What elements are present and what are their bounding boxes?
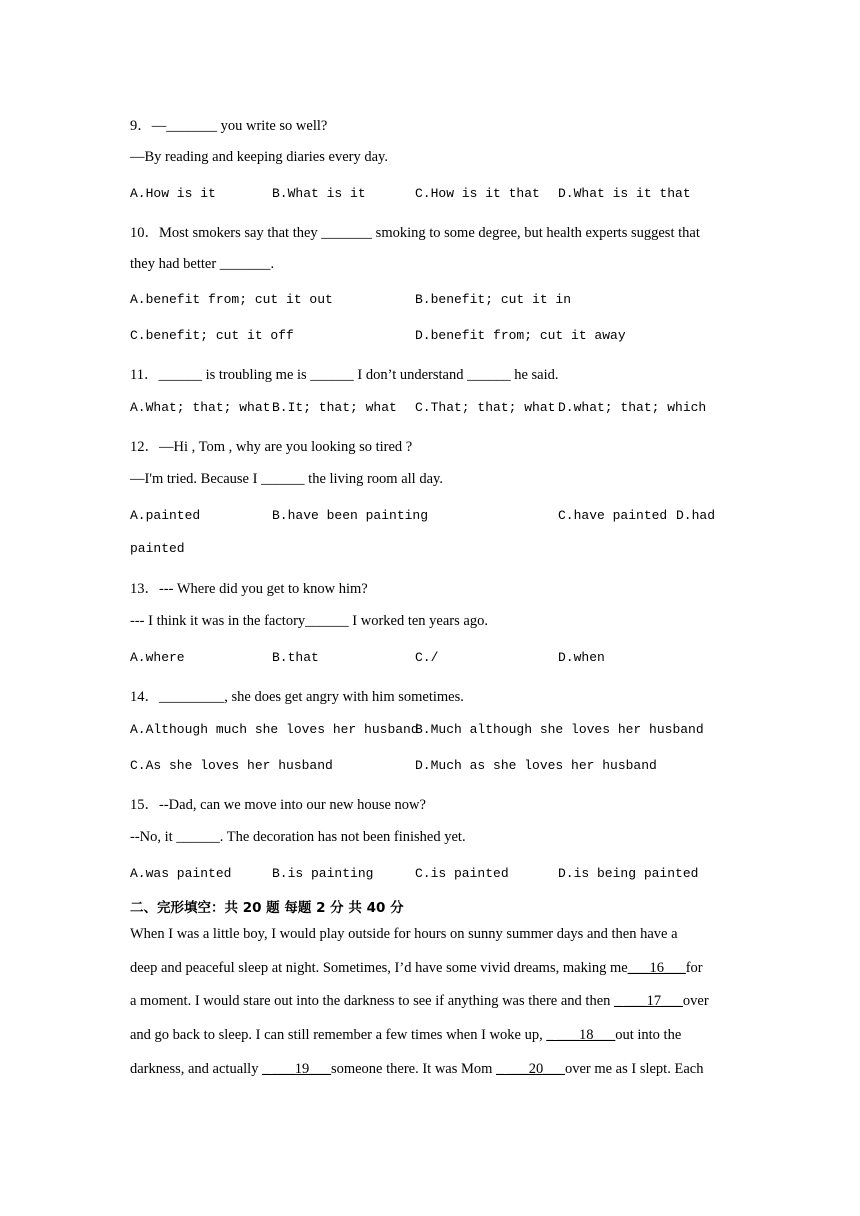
option-d: D.is being painted	[558, 866, 699, 881]
option-d: D.had	[676, 508, 716, 523]
blank-19: _ ___19___	[262, 1061, 331, 1077]
question-13-reply: --- I think it was in the factory______ I worked ten years ago.	[130, 613, 488, 629]
passage-text: for	[685, 960, 703, 976]
passage-line	[130, 1061, 703, 1078]
option-d: D.Much as she loves her husband	[415, 758, 657, 773]
question-9-stem: 9．—_______ you write so well?	[130, 118, 328, 134]
option-d: D.benefit from; cut it away	[415, 328, 626, 343]
question-15-stem: 15．--Dad, can we move into our new house now?	[130, 797, 426, 813]
option-b: B.that	[272, 650, 319, 665]
question-12-reply: —I'm tried. Because I ______ the living room all day.	[130, 471, 443, 487]
option-c: C./	[415, 650, 439, 665]
question-10-stem-line1: 10．Most smokers say that they _______ smoking to some degree, but health experts suggest that	[130, 225, 700, 241]
question-10-stem-line2: they had better _______.	[130, 256, 275, 272]
section-2-heading: 二、完形填空：共 20 题 每题 2 分 共 40 分	[130, 900, 404, 916]
passage-text: deep and peaceful sleep at night. Sometimes, I’d have some vivid dreams, making me	[130, 960, 628, 976]
option-b: B.Much although she loves her husband	[415, 722, 704, 737]
option-b: B.What is it	[272, 186, 366, 201]
passage-text: over me as I slept. Each	[564, 1061, 704, 1077]
option-a: A.benefit from; cut it out	[130, 292, 333, 307]
passage-text: darkness, and actually	[130, 1061, 263, 1077]
option-b: B.is painting	[272, 866, 374, 881]
blank-16: ___16___	[627, 960, 686, 976]
option-b: B.have been painting	[272, 508, 429, 523]
passage-text: out into the	[615, 1027, 682, 1043]
option-b: B.It; that; what	[272, 400, 397, 415]
passage-line: When I was a little boy, I would play outside for hours on sunny summer days and then have a	[130, 926, 678, 942]
option-d: D.what; that; which	[558, 400, 707, 415]
option-d: D.What is it that	[558, 186, 691, 201]
question-11-stem: 11．______ is troubling me is ______ I don’t understand ______ he said.	[130, 367, 559, 383]
passage-line	[130, 960, 703, 977]
option-c: C.How is it that	[415, 186, 540, 201]
option-c: C.have painted	[558, 508, 668, 523]
question-15-reply: --No, it ______. The decoration has not been finished yet.	[130, 829, 466, 845]
option-a: A.painted	[130, 508, 201, 523]
question-9-reply: —By reading and keeping diaries every day.	[130, 149, 388, 165]
passage-line	[130, 1027, 681, 1044]
passage-text: over	[682, 993, 709, 1009]
option-c: C.benefit; cut it off	[130, 328, 294, 343]
question-12-stem: 12．—Hi , Tom , why are you looking so tired ?	[130, 439, 413, 455]
passage-line	[130, 993, 709, 1010]
question-13-stem: 13．--- Where did you get to know him?	[130, 581, 368, 597]
option-a: A.What; that; what	[130, 400, 271, 415]
option-a: A.where	[130, 650, 185, 665]
question-14-stem: 14．_________, she does get angry with him sometimes.	[130, 689, 464, 705]
option-d-wrap: painted	[130, 541, 185, 556]
option-a: A.was painted	[130, 866, 232, 881]
option-c: C.That; that; what	[415, 400, 556, 415]
option-a: A.How is it	[130, 186, 216, 201]
passage-text: and go back to sleep. I can still remember a few times when I woke up,	[130, 1027, 547, 1043]
blank-18: _ ___18___	[546, 1027, 616, 1043]
passage-text: someone there. It was Mom	[330, 1061, 497, 1077]
option-b: B.benefit; cut it in	[415, 292, 572, 307]
option-c: C.As she loves her husband	[130, 758, 333, 773]
option-c: C.is painted	[415, 866, 509, 881]
blank-20: _ ___20___	[496, 1061, 565, 1077]
option-d: D.when	[558, 650, 605, 665]
passage-text: a moment. I would stare out into the darkness to see if anything was there and then	[130, 993, 615, 1009]
option-a: A.Although much she loves her husband	[130, 722, 419, 737]
blank-17: _ ___17___	[614, 993, 683, 1009]
